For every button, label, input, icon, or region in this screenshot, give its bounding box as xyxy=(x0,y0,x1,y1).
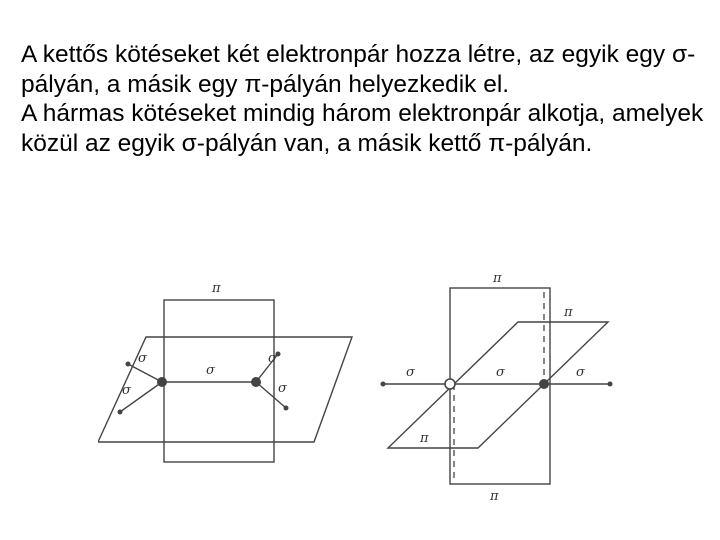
sigma-label: σ xyxy=(576,365,585,380)
pi-label: π xyxy=(212,281,221,296)
pi-label: π xyxy=(420,431,429,446)
carbon-atom xyxy=(539,379,549,389)
carbon-atom xyxy=(157,377,167,387)
pi-plane-slanted xyxy=(388,322,608,448)
pi-label: π xyxy=(564,305,573,320)
sigma-label: σ xyxy=(268,351,277,366)
sigma-label: σ xyxy=(138,351,147,366)
pi-label: π xyxy=(490,489,499,504)
double-bond-diagram xyxy=(98,281,352,462)
sigma-label: σ xyxy=(122,383,131,398)
substituent-atom xyxy=(608,382,613,387)
sigma-label: σ xyxy=(496,365,505,380)
sigma-label: σ xyxy=(206,363,215,378)
paragraph-double-bond: A kettős kötéseket két elektronpár hozza létre, az egyik egy σ-pályán, a másik egy π-pályán helyezkedik el. xyxy=(21,41,696,98)
paragraph-triple-bond: A hármas kötéseket mindig három elektronpár alkotja, amelyek közül az egyik σ-pályán van, a másik kettő π-pályán. xyxy=(21,100,704,157)
pi-label: π xyxy=(493,271,502,286)
triple-bond-diagram xyxy=(381,271,613,504)
sigma-label: σ xyxy=(278,381,287,396)
carbon-atom xyxy=(445,379,455,389)
substituent-atom xyxy=(381,382,386,387)
sigma-plane xyxy=(98,337,352,442)
sigma-label: σ xyxy=(406,365,415,380)
substituent-atom xyxy=(126,362,131,367)
bond-line xyxy=(128,364,162,382)
text-block xyxy=(21,40,711,158)
pi-plane-vertical xyxy=(450,288,550,484)
substituent-atom xyxy=(118,410,123,415)
bond-diagram-figure xyxy=(98,252,638,522)
carbon-atom xyxy=(251,377,261,387)
substituent-atom xyxy=(284,406,289,411)
